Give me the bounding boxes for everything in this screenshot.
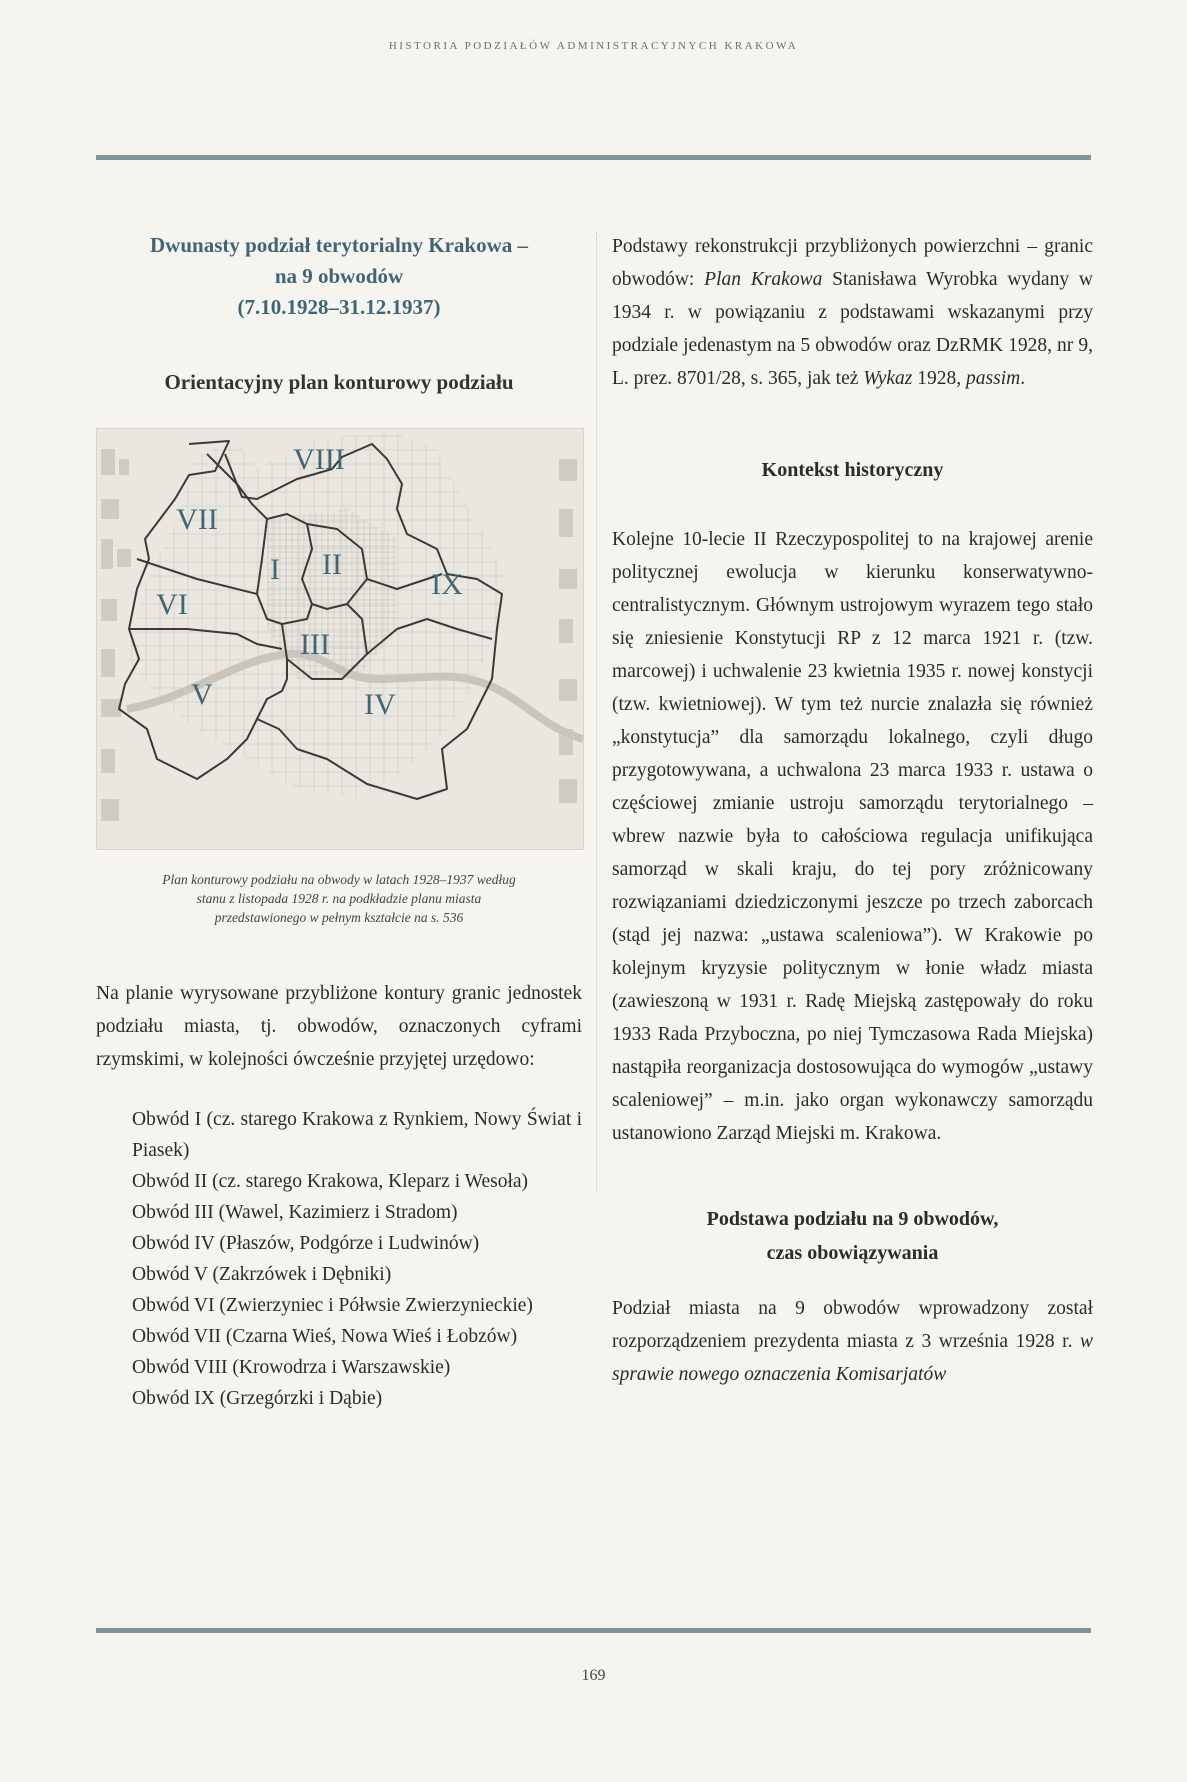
obwod-list bbox=[96, 1104, 582, 1414]
sources-text-1: Podstawy rekonstrukcji przybliżonych powierzchni – granic obwodów: bbox=[612, 236, 1093, 290]
page-number: 169 bbox=[581, 1667, 606, 1684]
sources-year: 1928, bbox=[912, 368, 967, 389]
map-label-iii: III bbox=[300, 628, 330, 661]
heading-basis-line-1: Podstawa podziału na 9 obwodów, bbox=[706, 1208, 999, 1230]
column-divider bbox=[596, 232, 598, 1192]
section-title-line-3: (7.10.1928–31.12.1937) bbox=[237, 295, 441, 319]
heading-basis bbox=[612, 1202, 1093, 1270]
map-label-vii: VII bbox=[176, 503, 218, 536]
left-column bbox=[96, 230, 582, 1414]
list-item: Obwód VII (Czarna Wieś, Nowa Wieś i Łobzów) bbox=[132, 1326, 518, 1347]
running-header: HISTORIA PODZIAŁÓW ADMINISTRACYJNYCH KRAKOWA bbox=[388, 40, 799, 52]
basis-italic: w sprawie nowego oznaczenia Komisarjatów bbox=[612, 1331, 1093, 1385]
sources-end: . bbox=[1020, 368, 1026, 389]
heading-context: Kontekst historyczny bbox=[761, 459, 944, 481]
list-item: Obwód IX (Grzegórzki i Dąbie) bbox=[132, 1388, 383, 1409]
list-item: Obwód VIII (Krowodrza i Warszawskie) bbox=[132, 1357, 451, 1378]
list-item: Obwód V (Zakrzówek i Dębniki) bbox=[132, 1264, 392, 1285]
section-title-line-2: na 9 obwodów bbox=[274, 264, 404, 288]
right-column bbox=[612, 230, 1093, 1391]
list-item: Obwód IV (Płaszów, Podgórze i Ludwinów) bbox=[132, 1233, 480, 1254]
list-item: Obwód II (cz. starego Krakowa, Kleparz i Wesoła) bbox=[132, 1171, 529, 1192]
map-svg bbox=[97, 429, 583, 849]
intro-paragraph: Na planie wyrysowane przybliżone kontury granic jednostek podziału miasta, tj. obwodów, oznaczonych cyframi rzymskimi, w kolejności ówcześnie przyjętej urzędowo: bbox=[96, 983, 582, 1070]
map-label-ii: II bbox=[322, 548, 342, 581]
map-caption bbox=[96, 870, 582, 927]
sources-plan-title: Plan Krakowa bbox=[704, 269, 823, 290]
basis-text: Podział miasta na 9 obwodów wprowadzony został rozporządzeniem prezydenta miasta z 3 września 1928 r. bbox=[612, 1298, 1093, 1352]
section-title bbox=[96, 230, 582, 323]
sources-wykaz: Wykaz bbox=[863, 368, 913, 389]
heading-basis-line-2: czas obowiązywania bbox=[766, 1242, 939, 1264]
caption-line-1: Plan konturowy podziału na obwody w latach 1928–1937 według bbox=[162, 872, 516, 887]
basis-paragraph bbox=[612, 1292, 1093, 1391]
sources-text-2: Stanisława Wyrobka wydany w 1934 r. w powiązaniu z podstawami wskazanymi przy podziale jedenastym na 5 obwodów oraz DzRMK 1928, nr 9, L. prez. 8701/28, s. 365, jak też bbox=[612, 269, 1093, 389]
caption-line-2: stanu z listopada 1928 r. na podkładzie planu miasta bbox=[196, 891, 482, 906]
caption-line-3: przedstawionego w pełnym kształcie na s. 536 bbox=[214, 910, 464, 925]
map-label-vi: VI bbox=[156, 588, 188, 621]
section-title-line-1: Dwunasty podział terytorialny Krakowa – bbox=[150, 233, 528, 257]
map-label-ix: IX bbox=[431, 568, 463, 601]
sources-paragraph bbox=[612, 230, 1093, 395]
list-item: Obwód III (Wawel, Kazimierz i Stradom) bbox=[132, 1202, 458, 1223]
map-label-v: V bbox=[191, 678, 213, 711]
map-label-viii: VIII bbox=[293, 443, 345, 476]
top-rule bbox=[96, 155, 1091, 160]
list-item: Obwód I (cz. starego Krakowa z Rynkiem, Nowy Świat i Piasek) bbox=[132, 1109, 582, 1161]
district-contour-map bbox=[96, 428, 584, 850]
bottom-rule bbox=[96, 1628, 1091, 1633]
sources-passim: passim bbox=[966, 368, 1021, 389]
map-label-iv: IV bbox=[364, 688, 396, 721]
context-paragraph: Kolejne 10-lecie II Rzeczypospolitej to na krajowej arenie politycznej ewolucja w kierunku konserwatywno-centralistycznym. Głównym ustrojowym wyrazem tego stało się zniesienie Konstytucji RP z 12 marca 1921 r. (tzw. marcowej) i uchwalenie 23 kwietnia 1935 r. nowej konstycji (tzw. kwietniowej). W tym też nurcie znalazła się również „konstytucja” dla samorządu lokalnego, czyli długo przygotowywana, a uchwalona 23 marca 1933 r. ustawa o częściowej zmianie ustroju samorządu terytorialnego – wbrew nazwie była to całościowa regulacja unifikująca samorząd w skali kraju, do tej pory zróżnicowany rozwiązaniami dziedziczonymi jeszcze po trzech zaborcach (stąd jej nazwa: „ustawa scaleniowa”). W Krakowie po kolejnym kryzysie politycznym w łonie władz miasta (zawieszoną w 1931 r. Radę Miejską zastępowały do roku 1933 Rada Przyboczna, po niej Tymczasowa Rada Miejska) nastąpiła reorganizacja dostosowująca do wymogów „ustawy scaleniowej” – m.in. jako organ wykonawczy samorządu ustanowiono Zarząd Miejski m. Krakowa. bbox=[612, 529, 1093, 1144]
list-item: Obwód VI (Zwierzyniec i Półwsie Zwierzynieckie) bbox=[132, 1295, 533, 1316]
map-subtitle: Orientacyjny plan konturowy podziału bbox=[164, 370, 514, 394]
map-label-i: I bbox=[270, 553, 280, 586]
